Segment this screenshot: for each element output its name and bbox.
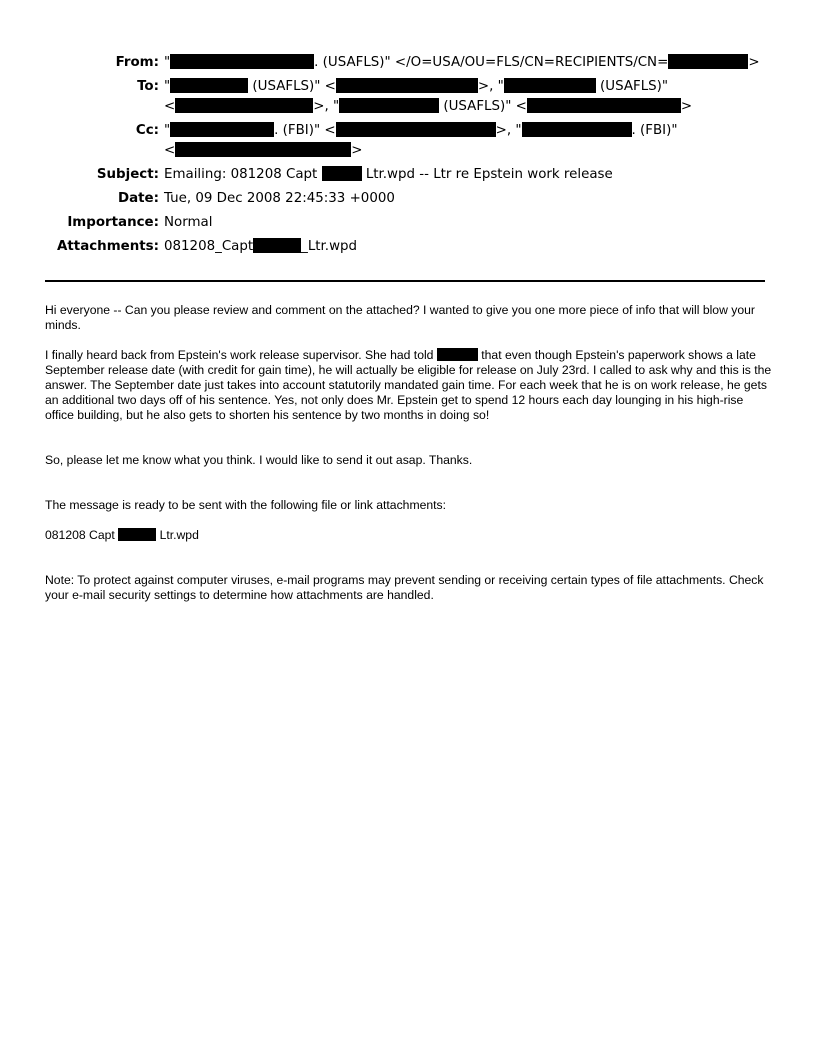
redaction-block [170,78,248,93]
attachments-value [164,238,357,256]
from-value [164,54,760,72]
subject-text: Emailing: 081208 Capt [164,167,322,182]
from-label: From: [115,55,159,70]
to-text: (USAFLS)" < [439,99,527,114]
security-note: Note: To protect against computer viruses, e-mail programs may prevent sending or receiving certain types of file attachments. Check your e-mail security settings to determine how attachments are handled. [45,573,764,602]
to-value-line1 [164,78,668,96]
date-value: Tue, 09 Dec 2008 22:45:33 +0000 [164,191,395,206]
from-text: . (USAFLS)" </O=USA/OU=FLS/CN=RECIPIENTS/CN= [314,55,669,70]
to-text: < [164,99,176,114]
redaction-block [668,54,748,69]
message-text: that even though Epstein's paperwork shows a late September release date (with credit for gain time), he will actually be eligible for release on July 23rd. I called to ask why and this is the answer. The September date just takes into account statutorily mandated gain time. For each week that he is on work release, he gets an additional two days off of his sentence. Yes, not only does Mr. Epstein get to spend 12 hours each day lounging in his high-rise office building, but he also gets to shorten his sentence by two months in doing so! [45,348,772,422]
date-label: Date: [118,191,159,206]
from-text: " [164,55,171,70]
attachment-line [45,528,775,543]
to-text: >, " [477,79,504,94]
subject-text: Ltr.wpd -- Ltr re Epstein work release [361,167,613,182]
to-text: " [164,79,171,94]
from-text: > [748,55,760,70]
to-label: To: [137,79,159,94]
header-divider [45,280,765,282]
subject-label: Subject: [96,167,159,182]
to-text: >, " [313,99,340,114]
message-paragraph [45,348,775,423]
cc-text: > [351,143,363,158]
cc-text: . (FBI)" < [274,123,336,138]
cc-text: . (FBI)" [631,123,678,138]
redaction-block [339,98,439,113]
message-paragraph: The message is ready to be sent with the following file or link attachments: [45,498,447,512]
redaction-block [170,122,274,137]
attachment-filename: Ltr.wpd [156,528,199,542]
subject-value [164,166,613,184]
redaction-block [175,142,351,157]
cc-value-line2 [164,142,362,160]
to-text: > [680,99,693,114]
message-text: I finally heard back from Epstein's work release supervisor. She had told [45,348,437,362]
cc-label: Cc: [135,123,159,138]
redaction-block [253,238,301,253]
attachment-filename: 081208 Capt [45,528,119,542]
message-paragraph: Hi everyone -- Can you please review and comment on the attached? I wanted to give you one more piece of info that will blow your minds. [45,303,755,332]
message-paragraph: So, please let me know what you think. I would like to send it out asap. Thanks. [45,453,473,467]
redaction-block [336,122,496,137]
redaction-block [527,98,681,113]
cc-text: " [164,123,171,138]
to-value-line2 [164,98,692,116]
redaction-block [118,528,156,541]
importance-value: Normal [164,215,213,230]
redaction-block [170,54,314,69]
importance-label: Importance: [67,215,159,230]
redaction-block [336,78,478,93]
cc-value-line1 [164,122,677,140]
cc-text: < [164,143,176,158]
to-text: (USAFLS)" < [248,79,336,94]
attachment-filename: 081208_Capt [164,239,254,254]
redaction-block [175,98,313,113]
attachments-label: Attachments: [57,239,159,254]
attachment-filename: _Ltr.wpd [301,239,358,254]
redaction-block [322,166,362,181]
redaction-block [504,78,596,93]
redaction-block [522,122,632,137]
cc-text: >, " [495,123,522,138]
redaction-block [437,348,478,361]
to-text: (USAFLS)" [595,79,669,94]
